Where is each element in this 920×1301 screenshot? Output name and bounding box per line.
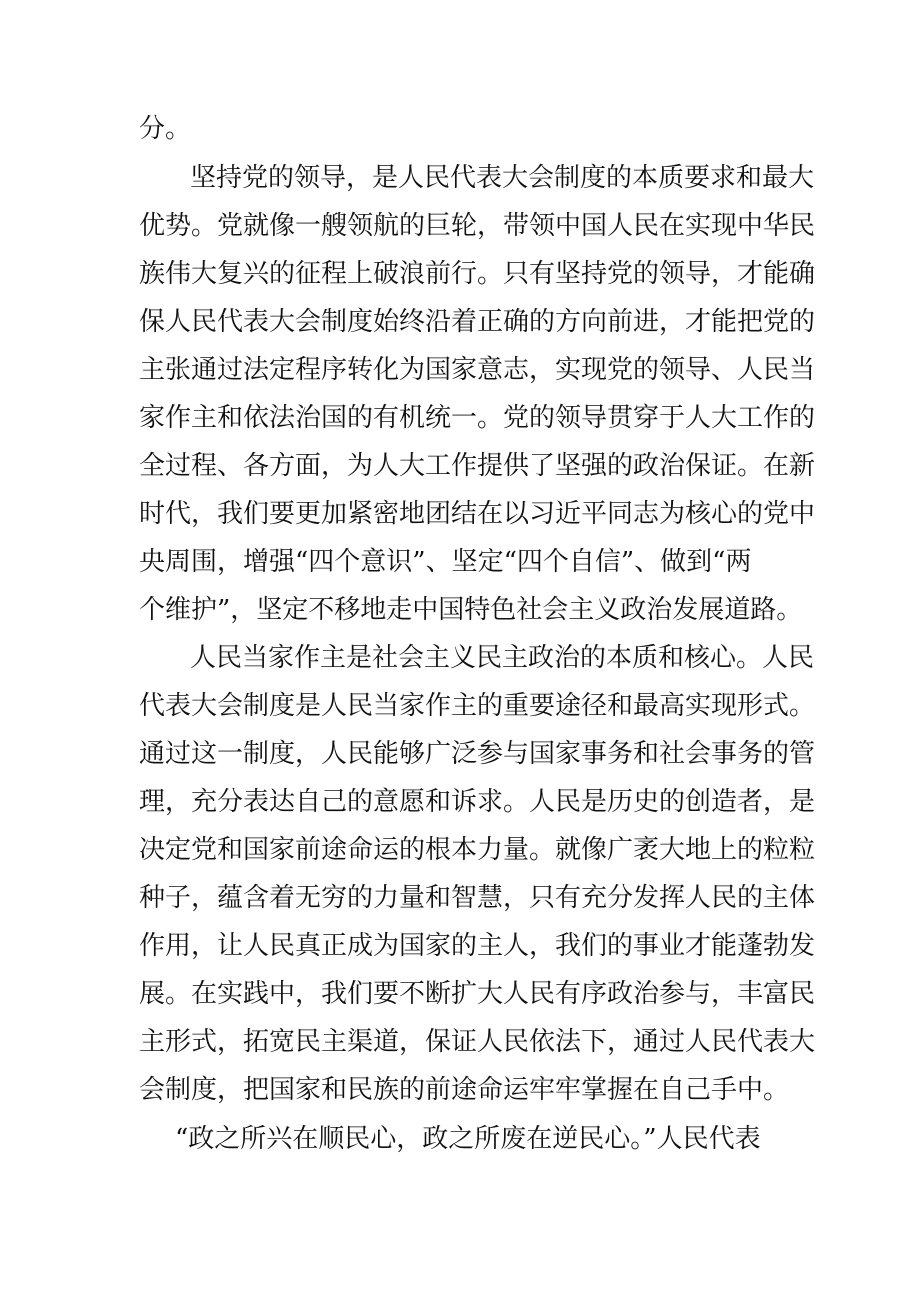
text-line [0,682,920,730]
line-text: 主形式，拓宽民主渠道，保证人民依法下，通过人民代表大 [139,1027,816,1057]
line-text: 保人民代表大会制度始终沿着正确的方向前进，才能把党的 [139,307,816,337]
paragraph-start-line [0,1115,920,1163]
text-line [0,730,920,778]
line-text: 决定党和国家前途命运的根本力量。就像广袤大地上的粒粒 [139,835,816,865]
text-line [0,1066,920,1114]
line-text: 分。 [139,114,192,144]
text-line [0,538,920,586]
line-text: 通过这一制度，人民能够广泛参与国家事务和社会事务的管 [139,739,816,769]
line-text: 族伟大复兴的征程上破浪前行。只有坚持党的领导，才能确 [139,259,816,289]
line-text: 时代，我们要更加紧密地团结在以习近平同志为核心的党中 [139,499,816,529]
line-text: “政之所兴在顺民心，政之所废在逆民心。”人民代表 [175,1124,761,1154]
line-text: 会制度，把国家和民族的前途命运牢牢掌握在自己手中。 [139,1075,790,1105]
text-line [0,826,920,874]
line-text: 理，充分表达自己的意愿和诉求。人民是历史的创造者，是 [139,787,816,817]
text-line [0,442,920,490]
text-line [0,970,920,1018]
paragraph-start-line [0,154,920,202]
text-line [0,1018,920,1066]
line-text: 种子，蕴含着无穷的力量和智慧，只有充分发挥人民的主体 [139,883,816,913]
text-line [0,490,920,538]
text-line [0,298,920,346]
text-line [0,250,920,298]
text-line [0,874,920,922]
text-line [0,105,920,153]
text-line [0,922,920,970]
line-text: 家作主和依法治国的有机统一。党的领导贯穿于人大工作的 [139,403,816,433]
line-text: 作用，让人民真正成为国家的主人，我们的事业才能蓬勃发 [139,931,816,961]
text-line [0,202,920,250]
line-text: 央周围，增强“四个意识”、坚定“四个自信”、做到“两 [139,547,752,577]
line-text: 全过程、各方面，为人大工作提供了坚强的政治保证。在新 [139,451,816,481]
line-text: 个维护”，坚定不移地走中国特色社会主义政治发展道路。 [139,595,803,625]
paragraph-start-line [0,634,920,682]
line-text: 优势。党就像一艘领航的巨轮，带领中国人民在实现中华民 [139,211,816,241]
line-text: 代表大会制度是人民当家作主的重要途径和最高实现形式。 [139,691,816,721]
text-line [0,778,920,826]
text-line [0,346,920,394]
line-text: 主张通过法定程序转化为国家意志，实现党的领导、人民当 [139,355,816,385]
line-text: 展。在实践中，我们要不断扩大人民有序政治参与，丰富民 [139,979,816,1009]
text-line [0,586,920,634]
line-text: 人民当家作主是社会主义民主政治的本质和核心。人民 [190,643,815,673]
text-line [0,394,920,442]
line-text: 坚持党的领导，是人民代表大会制度的本质要求和最大 [190,163,815,193]
